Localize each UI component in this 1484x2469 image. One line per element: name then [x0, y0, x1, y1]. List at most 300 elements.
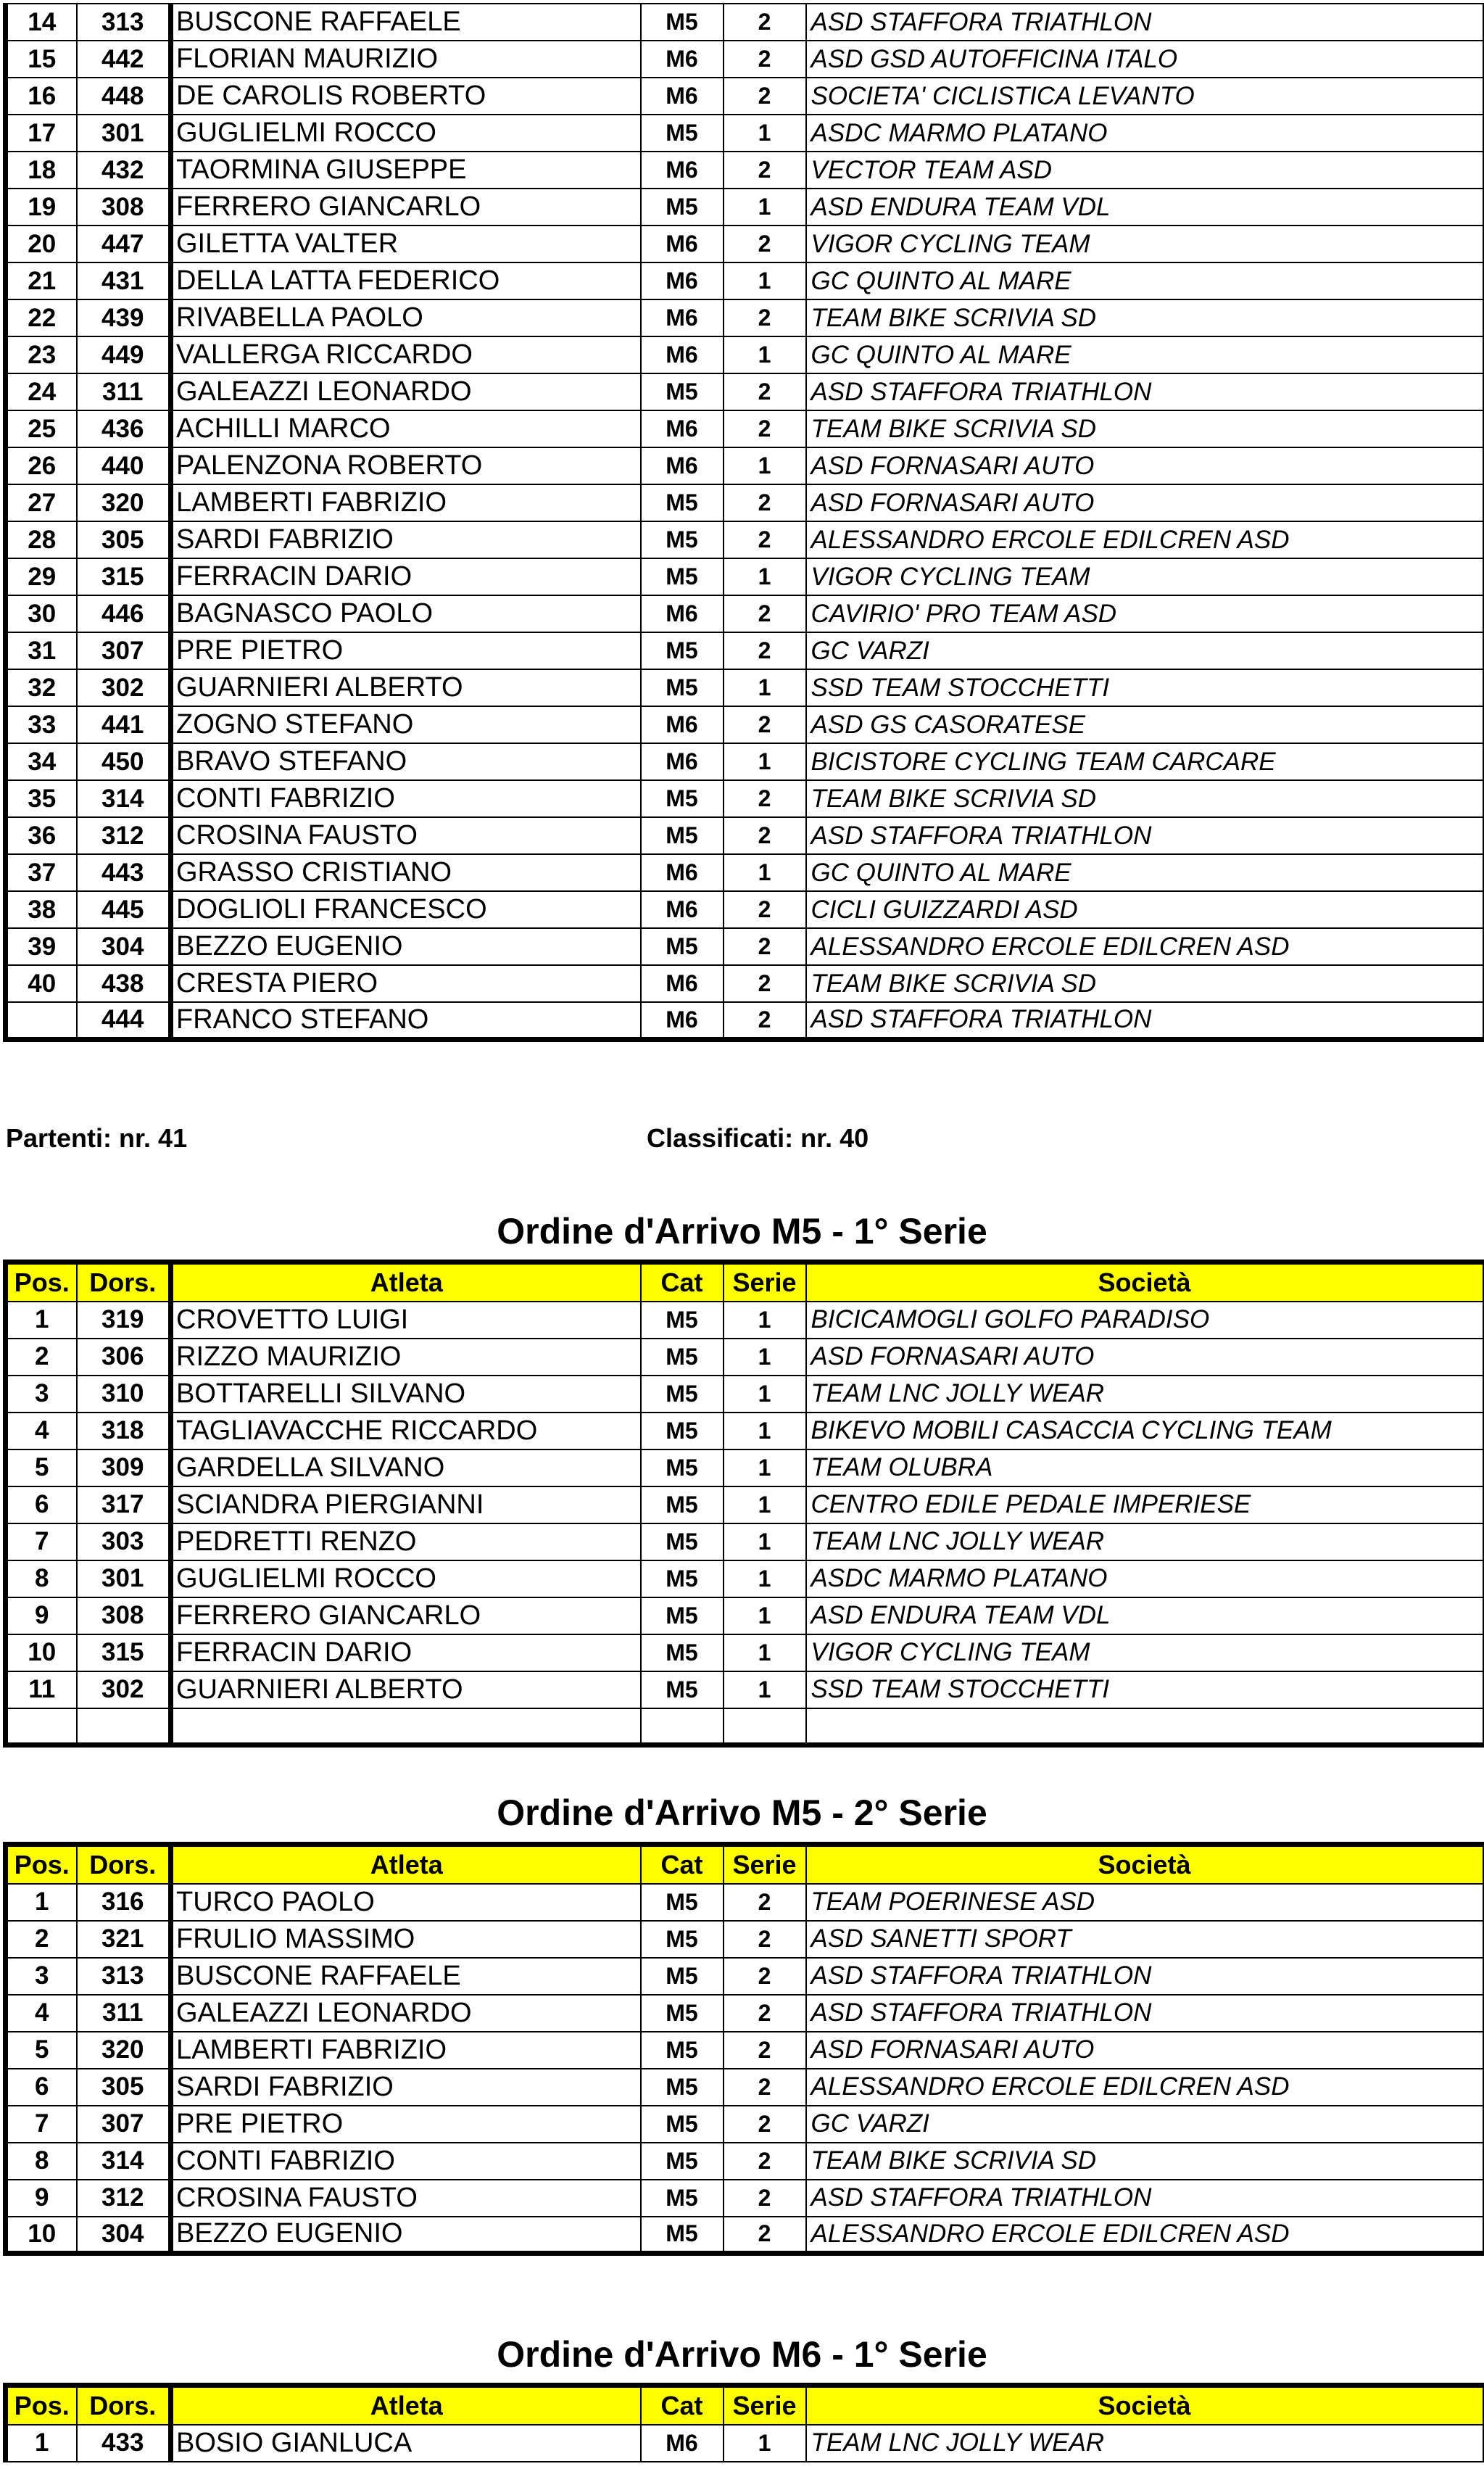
overall-table	[3, 3, 1484, 1042]
societa-cell: ASD STAFFORA TRIATHLON	[806, 373, 1483, 410]
pos-cell: 35	[6, 780, 77, 817]
dors-cell: 317	[77, 1486, 171, 1523]
col-header-cat: Cat	[641, 1262, 724, 1302]
atleta-cell: TURCO PAOLO	[171, 1884, 641, 1921]
pos-cell: 14	[6, 4, 77, 41]
pos-cell: 34	[6, 743, 77, 780]
cat-cell: M5	[641, 1339, 724, 1376]
table-row	[6, 1486, 1483, 1523]
dors-cell: 439	[77, 299, 171, 336]
classificati-count: Classificati: nr. 40	[647, 1123, 869, 1153]
pos-cell: 29	[6, 558, 77, 595]
serie-cell: 2	[724, 817, 806, 854]
table-row	[6, 1671, 1483, 1708]
societa-cell: ASD FORNASARI AUTO	[806, 447, 1483, 484]
dors-cell: 311	[77, 1995, 171, 2032]
dors-cell: 308	[77, 1597, 171, 1634]
atleta-cell: FERRACIN DARIO	[171, 1634, 641, 1671]
societa-cell: ASD STAFFORA TRIATHLON	[806, 817, 1483, 854]
table-row	[6, 706, 1483, 743]
table-row	[6, 484, 1483, 521]
section-title-m5-serie2: Ordine d'Arrivo M5 - 2° Serie	[497, 1792, 987, 1833]
cat-cell: M6	[641, 336, 724, 373]
serie-cell: 1	[724, 1486, 806, 1523]
cat-cell: M5	[641, 1634, 724, 1671]
serie-cell: 2	[724, 595, 806, 632]
societa-cell: ASD ENDURA TEAM VDL	[806, 189, 1483, 226]
atleta-cell: ACHILLI MARCO	[171, 410, 641, 447]
dors-cell: 449	[77, 336, 171, 373]
serie-cell: 1	[724, 115, 806, 152]
societa-cell: GC QUINTO AL MARE	[806, 262, 1483, 299]
pos-cell: 21	[6, 262, 77, 299]
table-row	[6, 521, 1483, 558]
table-row	[6, 152, 1483, 189]
dors-cell: 319	[77, 1302, 171, 1339]
m5-serie1-table	[3, 1260, 1484, 1748]
cat-cell: M6	[641, 706, 724, 743]
atleta-cell: SARDI FABRIZIO	[171, 521, 641, 558]
serie-cell: 2	[724, 2180, 806, 2217]
cat-cell: M5	[641, 558, 724, 595]
serie-cell: 1	[724, 1671, 806, 1708]
table-header-row	[6, 2386, 1483, 2425]
table-row	[6, 1523, 1483, 1560]
serie-cell: 2	[724, 226, 806, 262]
cat-cell: M6	[641, 743, 724, 780]
serie-cell: 2	[724, 1921, 806, 1958]
table-row	[6, 1449, 1483, 1486]
table-row	[6, 1921, 1483, 1958]
serie-cell: 2	[724, 891, 806, 928]
cat-cell: M5	[641, 115, 724, 152]
atleta-cell: RIVABELLA PAOLO	[171, 299, 641, 336]
table-row	[6, 115, 1483, 152]
dors-cell: 311	[77, 373, 171, 410]
table-row	[6, 4, 1483, 41]
societa-cell: TEAM LNC JOLLY WEAR	[806, 1376, 1483, 1413]
societa-cell: ASD GSD AUTOFFICINA ITALO	[806, 41, 1483, 78]
serie-cell: 1	[724, 1339, 806, 1376]
col-header-societa: Società	[806, 2386, 1483, 2425]
serie-cell: 2	[724, 780, 806, 817]
serie-cell: 2	[724, 1884, 806, 1921]
societa-cell: TEAM BIKE SCRIVIA SD	[806, 780, 1483, 817]
dors-cell: 306	[77, 1339, 171, 1376]
table-row	[6, 410, 1483, 447]
col-header-atleta: Atleta	[171, 1262, 641, 1302]
dors-cell: 445	[77, 891, 171, 928]
atleta-cell: GUARNIERI ALBERTO	[171, 1671, 641, 1708]
pos-cell: 10	[6, 2217, 77, 2254]
cat-cell: M6	[641, 595, 724, 632]
dors-cell: 305	[77, 2069, 171, 2106]
table-row	[6, 928, 1483, 965]
section-title-m6-serie1: Ordine d'Arrivo M6 - 1° Serie	[497, 2334, 987, 2375]
serie-cell: 2	[724, 521, 806, 558]
atleta-cell: PALENZONA ROBERTO	[171, 447, 641, 484]
table-row	[6, 1560, 1483, 1597]
cat-cell: M5	[641, 1671, 724, 1708]
atleta-cell: BUSCONE RAFFAELE	[171, 4, 641, 41]
societa-cell: VECTOR TEAM ASD	[806, 152, 1483, 189]
serie-cell: 2	[724, 706, 806, 743]
table-row	[6, 2143, 1483, 2180]
societa-cell: ASDC MARMO PLATANO	[806, 1560, 1483, 1597]
atleta-cell: GARDELLA SILVANO	[171, 1449, 641, 1486]
dors-cell: 302	[77, 669, 171, 706]
cat-cell: M5	[641, 373, 724, 410]
serie-cell: 2	[724, 928, 806, 965]
serie-cell: 2	[724, 152, 806, 189]
dors-cell: 307	[77, 632, 171, 669]
serie-cell: 1	[724, 2425, 806, 2462]
dors-cell: 310	[77, 1376, 171, 1413]
societa-cell	[806, 1708, 1483, 1745]
serie-cell: 1	[724, 336, 806, 373]
pos-cell: 20	[6, 226, 77, 262]
atleta-cell: BAGNASCO PAOLO	[171, 595, 641, 632]
serie-cell: 1	[724, 1634, 806, 1671]
societa-cell: BIKEVO MOBILI CASACCIA CYCLING TEAM	[806, 1413, 1483, 1449]
serie-cell: 1	[724, 1449, 806, 1486]
atleta-cell: TAORMINA GIUSEPPE	[171, 152, 641, 189]
dors-cell: 313	[77, 4, 171, 41]
cat-cell: M5	[641, 1376, 724, 1413]
pos-cell: 9	[6, 1597, 77, 1634]
table-row	[6, 1413, 1483, 1449]
atleta-cell: FERRACIN DARIO	[171, 558, 641, 595]
dors-cell: 315	[77, 558, 171, 595]
societa-cell: VIGOR CYCLING TEAM	[806, 226, 1483, 262]
cat-cell: M5	[641, 1302, 724, 1339]
section-title-m5-serie1: Ordine d'Arrivo M5 - 1° Serie	[497, 1211, 987, 1252]
cat-cell: M5	[641, 2032, 724, 2069]
m6-serie1-table	[3, 2383, 1484, 2462]
societa-cell: ASD FORNASARI AUTO	[806, 484, 1483, 521]
table-row	[6, 1958, 1483, 1995]
dors-cell: 441	[77, 706, 171, 743]
col-header-dors: Dors.	[77, 2386, 171, 2425]
table-row	[6, 2180, 1483, 2217]
dors-cell: 312	[77, 2180, 171, 2217]
atleta-cell: FRANCO STEFANO	[171, 1002, 641, 1039]
pos-cell: 27	[6, 484, 77, 521]
col-header-serie: Serie	[724, 2386, 806, 2425]
dors-cell: 440	[77, 447, 171, 484]
pos-cell: 31	[6, 632, 77, 669]
societa-cell: TEAM BIKE SCRIVIA SD	[806, 2143, 1483, 2180]
pos-cell: 19	[6, 189, 77, 226]
societa-cell: TEAM LNC JOLLY WEAR	[806, 1523, 1483, 1560]
m6-serie1-body	[6, 2425, 1483, 2462]
serie-cell: 2	[724, 2069, 806, 2106]
societa-cell: ASD FORNASARI AUTO	[806, 2032, 1483, 2069]
societa-cell: ASD GS CASORATESE	[806, 706, 1483, 743]
atleta-cell: CONTI FABRIZIO	[171, 2143, 641, 2180]
serie-cell: 1	[724, 1413, 806, 1449]
dors-cell: 301	[77, 1560, 171, 1597]
serie-cell: 2	[724, 1995, 806, 2032]
societa-cell: TEAM BIKE SCRIVIA SD	[806, 299, 1483, 336]
dors-cell: 321	[77, 1921, 171, 1958]
cat-cell: M5	[641, 1884, 724, 1921]
cat-cell: M5	[641, 1486, 724, 1523]
serie-cell: 2	[724, 1002, 806, 1039]
cat-cell: M6	[641, 78, 724, 115]
societa-cell: ASD FORNASARI AUTO	[806, 1339, 1483, 1376]
cat-cell: M6	[641, 854, 724, 891]
atleta-cell: GALEAZZI LEONARDO	[171, 373, 641, 410]
serie-cell: 2	[724, 2106, 806, 2143]
societa-cell: ASD STAFFORA TRIATHLON	[806, 2180, 1483, 2217]
cat-cell: M5	[641, 1523, 724, 1560]
pos-cell: 16	[6, 78, 77, 115]
dors-cell: 447	[77, 226, 171, 262]
societa-cell: TEAM POERINESE ASD	[806, 1884, 1483, 1921]
serie-cell	[724, 1708, 806, 1745]
cat-cell: M5	[641, 817, 724, 854]
atleta-cell: PEDRETTI RENZO	[171, 1523, 641, 1560]
cat-cell: M6	[641, 152, 724, 189]
serie-cell: 2	[724, 41, 806, 78]
cat-cell: M6	[641, 2425, 724, 2462]
table-row	[6, 1708, 1483, 1745]
dors-cell: 318	[77, 1413, 171, 1449]
atleta-cell: FERRERO GIANCARLO	[171, 189, 641, 226]
atleta-cell: TAGLIAVACCHE RICCARDO	[171, 1413, 641, 1449]
pos-cell: 2	[6, 1339, 77, 1376]
pos-cell: 32	[6, 669, 77, 706]
pos-cell: 30	[6, 595, 77, 632]
dors-cell: 304	[77, 2217, 171, 2254]
col-header-cat: Cat	[641, 1845, 724, 1884]
atleta-cell: BUSCONE RAFFAELE	[171, 1958, 641, 1995]
atleta-cell	[171, 1708, 641, 1745]
dors-cell: 436	[77, 410, 171, 447]
atleta-cell: GUARNIERI ALBERTO	[171, 669, 641, 706]
dors-cell: 302	[77, 1671, 171, 1708]
table-row	[6, 2069, 1483, 2106]
pos-cell	[6, 1002, 77, 1039]
pos-cell: 5	[6, 1449, 77, 1486]
table-row	[6, 1302, 1483, 1339]
col-header-dors: Dors.	[77, 1262, 171, 1302]
atleta-cell: CONTI FABRIZIO	[171, 780, 641, 817]
societa-cell: SSD TEAM STOCCHETTI	[806, 669, 1483, 706]
cat-cell: M6	[641, 965, 724, 1002]
serie-cell: 2	[724, 78, 806, 115]
cat-cell: M5	[641, 2106, 724, 2143]
table-row	[6, 632, 1483, 669]
table-row	[6, 78, 1483, 115]
dors-cell: 433	[77, 2425, 171, 2462]
table-row	[6, 1002, 1483, 1039]
dors-cell: 443	[77, 854, 171, 891]
societa-cell: GC VARZI	[806, 632, 1483, 669]
dors-cell: 316	[77, 1884, 171, 1921]
pos-cell: 5	[6, 2032, 77, 2069]
societa-cell: ASD ENDURA TEAM VDL	[806, 1597, 1483, 1634]
serie-cell: 2	[724, 2217, 806, 2254]
table-row	[6, 1597, 1483, 1634]
pos-cell: 18	[6, 152, 77, 189]
cat-cell: M5	[641, 1413, 724, 1449]
col-header-societa: Società	[806, 1845, 1483, 1884]
atleta-cell: CRESTA PIERO	[171, 965, 641, 1002]
atleta-cell: GUGLIELMI ROCCO	[171, 1560, 641, 1597]
table-row	[6, 262, 1483, 299]
pos-cell: 17	[6, 115, 77, 152]
atleta-cell: GILETTA VALTER	[171, 226, 641, 262]
pos-cell: 4	[6, 1413, 77, 1449]
col-header-pos: Pos.	[6, 1845, 77, 1884]
dors-cell: 303	[77, 1523, 171, 1560]
serie-cell: 1	[724, 262, 806, 299]
table-row	[6, 1339, 1483, 1376]
table-row	[6, 743, 1483, 780]
overall-table-body	[6, 4, 1483, 1039]
pos-cell: 7	[6, 1523, 77, 1560]
serie-cell: 1	[724, 1302, 806, 1339]
atleta-cell: BRAVO STEFANO	[171, 743, 641, 780]
atleta-cell: DELLA LATTA FEDERICO	[171, 262, 641, 299]
societa-cell: BICISTORE CYCLING TEAM CARCARE	[806, 743, 1483, 780]
pos-cell: 3	[6, 1376, 77, 1413]
societa-cell: CICLI GUIZZARDI ASD	[806, 891, 1483, 928]
col-header-dors: Dors.	[77, 1845, 171, 1884]
cat-cell: M5	[641, 2069, 724, 2106]
societa-cell: ASD STAFFORA TRIATHLON	[806, 4, 1483, 41]
col-header-pos: Pos.	[6, 1262, 77, 1302]
dors-cell: 315	[77, 1634, 171, 1671]
table-row	[6, 965, 1483, 1002]
societa-cell: TEAM LNC JOLLY WEAR	[806, 2425, 1483, 2462]
cat-cell: M5	[641, 4, 724, 41]
societa-cell: ASD STAFFORA TRIATHLON	[806, 1958, 1483, 1995]
atleta-cell: CROSINA FAUSTO	[171, 817, 641, 854]
cat-cell: M5	[641, 2217, 724, 2254]
atleta-cell: ZOGNO STEFANO	[171, 706, 641, 743]
serie-cell: 2	[724, 632, 806, 669]
serie-cell: 1	[724, 854, 806, 891]
table-row	[6, 1995, 1483, 2032]
pos-cell: 8	[6, 1560, 77, 1597]
table-row	[6, 2106, 1483, 2143]
cat-cell: M5	[641, 669, 724, 706]
serie-cell: 1	[724, 1523, 806, 1560]
societa-cell: GC VARZI	[806, 2106, 1483, 2143]
societa-cell: ASD SANETTI SPORT	[806, 1921, 1483, 1958]
societa-cell: ALESSANDRO ERCOLE EDILCREN ASD	[806, 928, 1483, 965]
pos-cell: 1	[6, 1884, 77, 1921]
cat-cell: M6	[641, 447, 724, 484]
cat-cell: M6	[641, 299, 724, 336]
pos-cell: 24	[6, 373, 77, 410]
table-row	[6, 558, 1483, 595]
pos-cell: 6	[6, 2069, 77, 2106]
societa-cell: CENTRO EDILE PEDALE IMPERIESE	[806, 1486, 1483, 1523]
col-header-societa: Società	[806, 1262, 1483, 1302]
atleta-cell: BOSIO GIANLUCA	[171, 2425, 641, 2462]
col-header-cat: Cat	[641, 2386, 724, 2425]
cat-cell: M6	[641, 410, 724, 447]
table-row	[6, 669, 1483, 706]
societa-cell: TEAM BIKE SCRIVIA SD	[806, 410, 1483, 447]
serie-cell: 2	[724, 373, 806, 410]
atleta-cell: PRE PIETRO	[171, 2106, 641, 2143]
serie-cell: 1	[724, 669, 806, 706]
cat-cell: M5	[641, 189, 724, 226]
societa-cell: GC QUINTO AL MARE	[806, 336, 1483, 373]
dors-cell: 304	[77, 928, 171, 965]
atleta-cell: LAMBERTI FABRIZIO	[171, 2032, 641, 2069]
table-row	[6, 1376, 1483, 1413]
societa-cell: GC QUINTO AL MARE	[806, 854, 1483, 891]
pos-cell: 2	[6, 1921, 77, 1958]
cat-cell: M5	[641, 1560, 724, 1597]
pos-cell: 26	[6, 447, 77, 484]
atleta-cell: CROSINA FAUSTO	[171, 2180, 641, 2217]
dors-cell: 307	[77, 2106, 171, 2143]
serie-cell: 2	[724, 484, 806, 521]
m5-serie2-body	[6, 1884, 1483, 2254]
pos-cell	[6, 1708, 77, 1745]
table-row	[6, 1634, 1483, 1671]
dors-cell: 450	[77, 743, 171, 780]
pos-cell: 9	[6, 2180, 77, 2217]
table-row	[6, 2217, 1483, 2254]
cat-cell: M6	[641, 262, 724, 299]
societa-cell: VIGOR CYCLING TEAM	[806, 1634, 1483, 1671]
pos-cell: 1	[6, 2425, 77, 2462]
serie-cell: 1	[724, 1560, 806, 1597]
pos-cell: 10	[6, 1634, 77, 1671]
cat-cell: M5	[641, 928, 724, 965]
table-row	[6, 299, 1483, 336]
pos-cell: 6	[6, 1486, 77, 1523]
societa-cell: CAVIRIO' PRO TEAM ASD	[806, 595, 1483, 632]
table-row	[6, 1884, 1483, 1921]
serie-cell: 1	[724, 1597, 806, 1634]
atleta-cell: SARDI FABRIZIO	[171, 2069, 641, 2106]
table-row	[6, 41, 1483, 78]
table-row	[6, 336, 1483, 373]
cat-cell: M6	[641, 41, 724, 78]
table-row	[6, 891, 1483, 928]
pos-cell: 11	[6, 1671, 77, 1708]
atleta-cell: FLORIAN MAURIZIO	[171, 41, 641, 78]
dors-cell	[77, 1708, 171, 1745]
dors-cell: 446	[77, 595, 171, 632]
serie-cell: 2	[724, 4, 806, 41]
atleta-cell: BEZZO EUGENIO	[171, 928, 641, 965]
cat-cell: M5	[641, 780, 724, 817]
dors-cell: 448	[77, 78, 171, 115]
pos-cell: 28	[6, 521, 77, 558]
partenti-count: Partenti: nr. 41	[6, 1123, 188, 1153]
cat-cell: M5	[641, 1995, 724, 2032]
atleta-cell: PRE PIETRO	[171, 632, 641, 669]
atleta-cell: FRULIO MASSIMO	[171, 1921, 641, 1958]
cat-cell: M5	[641, 1921, 724, 1958]
serie-cell: 1	[724, 1376, 806, 1413]
atleta-cell: DE CAROLIS ROBERTO	[171, 78, 641, 115]
atleta-cell: GALEAZZI LEONARDO	[171, 1995, 641, 2032]
societa-cell: BICICAMOGLI GOLFO PARADISO	[806, 1302, 1483, 1339]
pos-cell: 22	[6, 299, 77, 336]
pos-cell: 39	[6, 928, 77, 965]
